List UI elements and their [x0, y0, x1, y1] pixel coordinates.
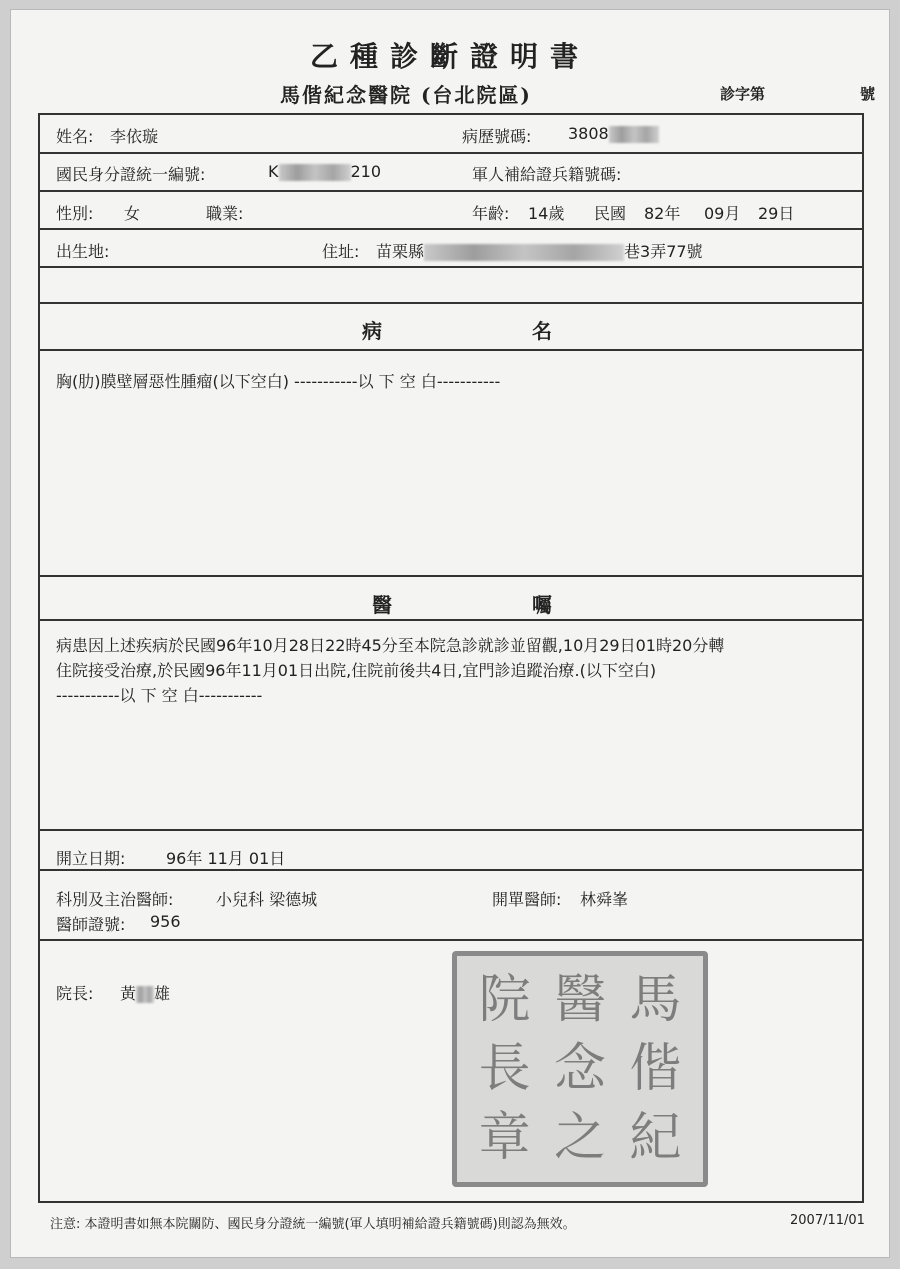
license-label: 醫師證號: — [56, 915, 126, 934]
redaction-blur — [136, 986, 154, 1003]
footer-date: 2007/11/01 — [790, 1213, 865, 1228]
row-divider — [40, 869, 862, 871]
seal-char: 馬 — [629, 970, 682, 1031]
national-id-label: 國民身分證統一編號: — [56, 165, 206, 184]
footer-note: 注意: 本證明書如無本院關防、國民身分證統一編號(軍人填明補給證兵籍號碼)則認為無效。 — [50, 1217, 576, 1232]
director-name — [120, 981, 170, 1004]
address-prefix: 苗栗縣 — [376, 242, 425, 261]
address-suffix: 巷3弄77號 — [624, 242, 703, 261]
row-divider — [40, 266, 862, 268]
seal-char: 紀 — [629, 1107, 682, 1168]
gender-value: 女 — [124, 204, 141, 223]
diagnosis-header — [40, 315, 862, 341]
diagnosis-header-char: 病 — [362, 319, 390, 343]
row-divider — [40, 228, 862, 230]
row-divider — [40, 349, 862, 351]
advice-header-char: 醫 — [372, 593, 400, 617]
seal-char: 長 — [478, 1038, 531, 1099]
dob-day: 29日 — [758, 204, 795, 223]
record-number-label: 病歷號碼: — [462, 127, 532, 146]
record-number-value: 3808 — [568, 124, 609, 143]
redaction-blur — [424, 244, 624, 261]
seal-char: 之 — [553, 1107, 606, 1168]
director-name-first: 黃 — [120, 984, 137, 1003]
row-divider — [40, 302, 862, 304]
dob-year: 82年 — [644, 204, 681, 223]
gender-label: 性別: — [56, 204, 94, 223]
row-divider — [40, 939, 862, 941]
patient-name: 李依璇 — [110, 127, 159, 146]
age-value: 14歲 — [528, 204, 565, 223]
diagnosis-header-char: 名 — [532, 319, 560, 343]
issuing-doctor: 林舜峯 — [580, 890, 629, 909]
row-divider — [40, 575, 862, 577]
seal-char: 章 — [478, 1107, 531, 1168]
advice-line: 病患因上述疾病於民國96年10月28日22時45分至本院急診就診並留觀,10月29日01時20分轉 — [56, 636, 725, 655]
dob-era: 民國 — [594, 204, 627, 223]
military-id-label: 軍人補給證兵籍號碼: — [472, 165, 622, 184]
age-label: 年齡: — [472, 204, 510, 223]
seal-char: 院 — [478, 970, 531, 1031]
department-doctor: 小兒科 梁德城 — [216, 890, 318, 909]
redaction-blur — [609, 126, 659, 143]
department-label: 科別及主治醫師: — [56, 890, 174, 909]
occupation-label: 職業: — [206, 204, 244, 223]
seal-char: 念 — [553, 1038, 606, 1099]
national-id-suffix: 210 — [350, 162, 382, 181]
certificate-sheet — [10, 9, 890, 1258]
advice-header-char: 囑 — [532, 593, 560, 617]
birthplace-label: 出生地: — [56, 242, 110, 261]
diagnosis-text: 胸(肋)膜壁層惡性腫瘤(以下空白) -----------以 下 空 白----------- — [56, 372, 501, 391]
row-divider — [40, 619, 862, 621]
address-label: 住址: — [322, 242, 360, 261]
national-id-prefix: K — [268, 162, 279, 181]
docno-prefix: 診字第 — [720, 85, 766, 103]
document-number — [720, 83, 876, 104]
row-divider — [40, 829, 862, 831]
dob-month: 09月 — [704, 204, 741, 223]
license-number: 956 — [150, 912, 181, 931]
advice-line: 住院接受治療,於民國96年11月01日出院,住院前後共4日,宜門診追蹤治療.(以下空白) — [56, 661, 657, 680]
seal-char: 醫 — [553, 970, 606, 1031]
issuing-doctor-label: 開單醫師: — [492, 890, 562, 909]
address — [376, 239, 703, 262]
hospital-name: 馬偕紀念醫院 (台北院區) — [280, 83, 532, 107]
advice-header — [40, 589, 862, 615]
advice-line: -----------以 下 空 白----------- — [56, 686, 263, 705]
issue-date-label: 開立日期: — [56, 849, 126, 868]
row-divider — [40, 190, 862, 192]
redaction-blur — [279, 164, 351, 181]
docno-suffix: 號 — [860, 85, 876, 103]
national-id — [268, 162, 381, 181]
director-label: 院長: — [56, 984, 94, 1003]
record-number — [568, 124, 659, 143]
seal-char: 偕 — [629, 1038, 682, 1099]
director-name-last: 雄 — [154, 984, 171, 1003]
row-divider — [40, 152, 862, 154]
form-frame — [38, 113, 864, 1203]
hospital-seal-stamp — [452, 951, 708, 1187]
issue-date: 96年 11月 01日 — [166, 849, 286, 868]
document-title: 乙種診斷證明書 — [309, 40, 590, 73]
name-label: 姓名: — [56, 127, 94, 146]
